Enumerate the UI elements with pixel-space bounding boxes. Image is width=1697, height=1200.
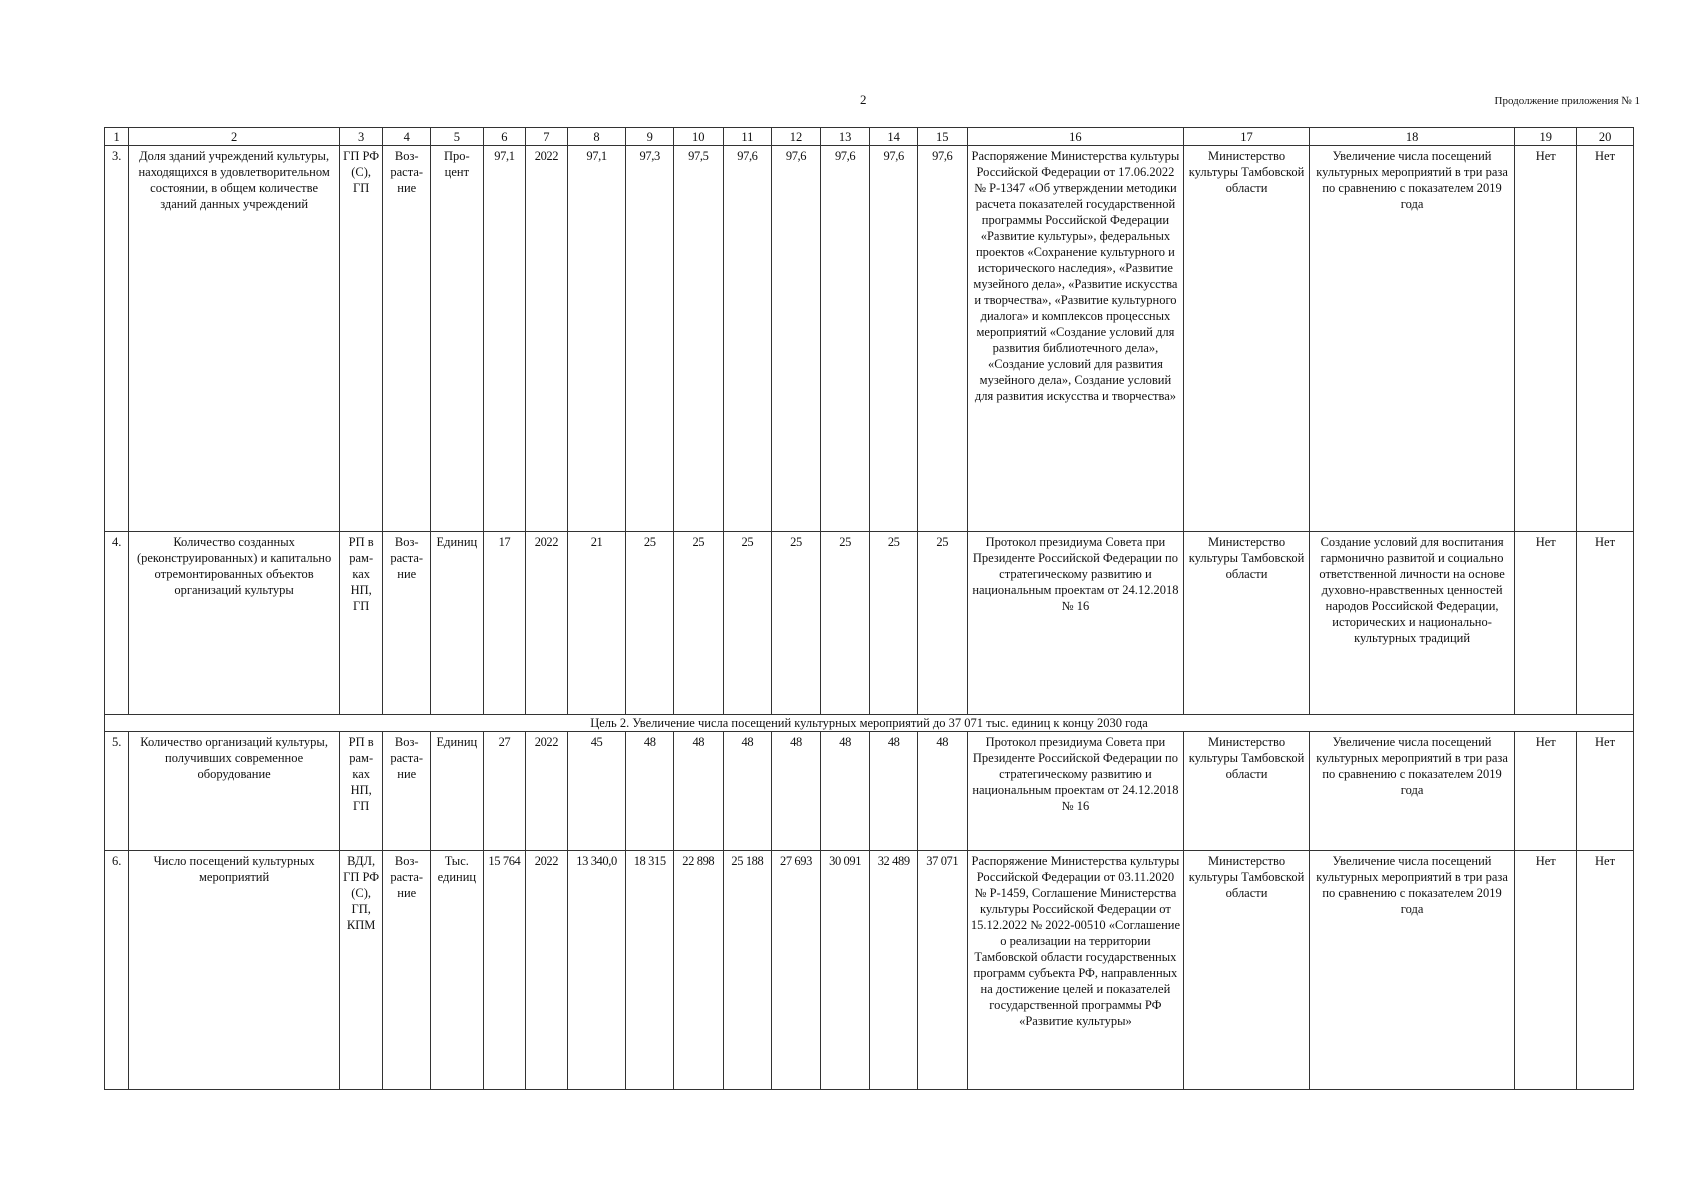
- value-2030-cell: 37 071: [917, 851, 967, 1090]
- value-2029-cell: 97,6: [870, 146, 918, 532]
- row-number-cell: 3.: [105, 146, 129, 532]
- header-cell: 11: [723, 128, 772, 146]
- value-2028-cell: 97,6: [820, 146, 870, 532]
- base-year-cell: 2022: [526, 732, 568, 851]
- gis-link-cell: Нет: [1515, 851, 1577, 1090]
- document-basis-cell: Распоряжение Министерства культуры Российской Федерации от 03.11.2020 № Р-1459, Соглашение Министерства культуры Российской Федерации от 15.12.2022 № 2022-00510 «Соглашение о реализации на территории Тамбовской области государственных программ субъекта РФ, направленных на достижение целей и показателей государственной программы РФ «Развитие культуры»: [967, 851, 1184, 1090]
- unit-cell: Про-цент: [431, 146, 484, 532]
- responsible-body-cell: Министерство культуры Тамбовской области: [1184, 851, 1310, 1090]
- indicator-name-cell: Количество организаций культуры, получивших современное оборудование: [129, 732, 340, 851]
- base-value-cell: 15 764: [483, 851, 526, 1090]
- header-cell: 1: [105, 128, 129, 146]
- responsible-body-cell: Министерство культуры Тамбовской области: [1184, 146, 1310, 532]
- value-2023-cell: 21: [567, 532, 626, 715]
- link-to-national-goals-cell: Создание условий для воспитания гармонично развитой и социально ответственной личности на основе духовно-нравственных ценностей народов Российской Федерации, исторических и национально-культурных традиций: [1309, 532, 1515, 715]
- value-2023-cell: 97,1: [567, 146, 626, 532]
- base-year-cell: 2022: [526, 851, 568, 1090]
- unit-cell: Единиц: [431, 732, 484, 851]
- header-cell: 2: [129, 128, 340, 146]
- indicator-level-cell: ВДЛ, ГП РФ (С), ГП, КПМ: [339, 851, 383, 1090]
- info-system-cell: Нет: [1577, 532, 1634, 715]
- header-row: [105, 128, 1634, 146]
- base-year-cell: 2022: [526, 146, 568, 532]
- value-2030-cell: 97,6: [917, 146, 967, 532]
- responsible-body-cell: Министерство культуры Тамбовской области: [1184, 732, 1310, 851]
- row-number-cell: 5.: [105, 732, 129, 851]
- gis-link-cell: Нет: [1515, 532, 1577, 715]
- value-2029-cell: 48: [870, 732, 918, 851]
- indicator-level-cell: ГП РФ (С), ГП: [339, 146, 383, 532]
- document-basis-cell: Распоряжение Министерства культуры Российской Федерации от 17.06.2022 № Р-1347 «Об утверждении методики расчета показателей государственной программы Российской Федерации «Развитие культуры», федеральных проектов «Сохранение культурного и исторического наследия», «Развитие музейного дела», «Развитие искусства и творчества», «Развитие культурного диалога» и комплексов процессных мероприятий «Создание условий для развития библиотечного дела», «Создание условий для развития музейного дела», Создание условий для развития искусства и творчества»: [967, 146, 1184, 532]
- table-row: [105, 532, 1634, 715]
- trend-cell: Воз-раста-ние: [383, 146, 431, 532]
- goal-text: Цель 2. Увеличение числа посещений культурных мероприятий до 37 071 тыс. единиц к концу 2030 года: [105, 715, 1634, 732]
- table-row: [105, 146, 1634, 532]
- value-2027-cell: 25: [772, 532, 821, 715]
- value-2024-cell: 18 315: [626, 851, 674, 1090]
- header-cell: 7: [526, 128, 568, 146]
- indicator-level-cell: РП в рам-ках НП, ГП: [339, 532, 383, 715]
- value-2027-cell: 97,6: [772, 146, 821, 532]
- header-cell: 8: [567, 128, 626, 146]
- value-2025-cell: 22 898: [673, 851, 723, 1090]
- gis-link-cell: Нет: [1515, 146, 1577, 532]
- value-2025-cell: 97,5: [673, 146, 723, 532]
- value-2028-cell: 48: [820, 732, 870, 851]
- value-2027-cell: 48: [772, 732, 821, 851]
- link-to-national-goals-cell: Увеличение числа посещений культурных мероприятий в три раза по сравнению с показателем 2019 года: [1309, 732, 1515, 851]
- indicator-name-cell: Число посещений культурных мероприятий: [129, 851, 340, 1090]
- header-cell: 12: [772, 128, 821, 146]
- link-to-national-goals-cell: Увеличение числа посещений культурных мероприятий в три раза по сравнению с показателем 2019 года: [1309, 851, 1515, 1090]
- header-cell: 9: [626, 128, 674, 146]
- value-2023-cell: 13 340,0: [567, 851, 626, 1090]
- header-cell: 18: [1309, 128, 1515, 146]
- value-2029-cell: 25: [870, 532, 918, 715]
- base-value-cell: 97,1: [483, 146, 526, 532]
- value-2024-cell: 48: [626, 732, 674, 851]
- header-cell: 4: [383, 128, 431, 146]
- value-2027-cell: 27 693: [772, 851, 821, 1090]
- value-2029-cell: 32 489: [870, 851, 918, 1090]
- indicator-level-cell: РП в рам-ках НП, ГП: [339, 732, 383, 851]
- value-2023-cell: 45: [567, 732, 626, 851]
- table-row: [105, 851, 1634, 1090]
- row-number-cell: 6.: [105, 851, 129, 1090]
- header-cell: 15: [917, 128, 967, 146]
- base-value-cell: 27: [483, 732, 526, 851]
- value-2030-cell: 48: [917, 732, 967, 851]
- goal-row: [105, 715, 1634, 732]
- value-2026-cell: 48: [723, 732, 772, 851]
- value-2025-cell: 25: [673, 532, 723, 715]
- trend-cell: Воз-раста-ние: [383, 851, 431, 1090]
- header-cell: 16: [967, 128, 1184, 146]
- row-number-cell: 4.: [105, 532, 129, 715]
- header-cell: 19: [1515, 128, 1577, 146]
- unit-cell: Единиц: [431, 532, 484, 715]
- value-2024-cell: 97,3: [626, 146, 674, 532]
- page-number: 2: [860, 92, 867, 107]
- link-to-national-goals-cell: Увеличение числа посещений культурных мероприятий в три раза по сравнению с показателем 2019 года: [1309, 146, 1515, 532]
- indicator-name-cell: Доля зданий учреждений культуры, находящихся в удовлетворительном состоянии, в общем количестве зданий данных учреждений: [129, 146, 340, 532]
- header-cell: 10: [673, 128, 723, 146]
- header-cell: 3: [339, 128, 383, 146]
- responsible-body-cell: Министерство культуры Тамбовской области: [1184, 532, 1310, 715]
- info-system-cell: Нет: [1577, 732, 1634, 851]
- appendix-note: Продолжение приложения № 1: [1494, 95, 1640, 107]
- info-system-cell: Нет: [1577, 851, 1634, 1090]
- header-cell: 6: [483, 128, 526, 146]
- base-year-cell: 2022: [526, 532, 568, 715]
- value-2026-cell: 97,6: [723, 146, 772, 532]
- document-basis-cell: Протокол президиума Совета при Президенте Российской Федерации по стратегическому развитию и национальным проектам от 24.12.2018 № 16: [967, 732, 1184, 851]
- document-basis-cell: Протокол президиума Совета при Президенте Российской Федерации по стратегическому развитию и национальным проектам от 24.12.2018 № 16: [967, 532, 1184, 715]
- indicator-name-cell: Количество созданных (реконструированных) и капитально отремонтированных объектов организаций культуры: [129, 532, 340, 715]
- header-cell: 14: [870, 128, 918, 146]
- value-2028-cell: 30 091: [820, 851, 870, 1090]
- value-2024-cell: 25: [626, 532, 674, 715]
- table-row: [105, 732, 1634, 851]
- header-cell: 5: [431, 128, 484, 146]
- value-2026-cell: 25 188: [723, 851, 772, 1090]
- header-cell: 20: [1577, 128, 1634, 146]
- value-2025-cell: 48: [673, 732, 723, 851]
- gis-link-cell: Нет: [1515, 732, 1577, 851]
- indicators-table: [104, 127, 1634, 1090]
- unit-cell: Тыс. единиц: [431, 851, 484, 1090]
- base-value-cell: 17: [483, 532, 526, 715]
- info-system-cell: Нет: [1577, 146, 1634, 532]
- trend-cell: Воз-раста-ние: [383, 732, 431, 851]
- header-cell: 17: [1184, 128, 1310, 146]
- value-2028-cell: 25: [820, 532, 870, 715]
- value-2026-cell: 25: [723, 532, 772, 715]
- header-cell: 13: [820, 128, 870, 146]
- value-2030-cell: 25: [917, 532, 967, 715]
- trend-cell: Воз-раста-ние: [383, 532, 431, 715]
